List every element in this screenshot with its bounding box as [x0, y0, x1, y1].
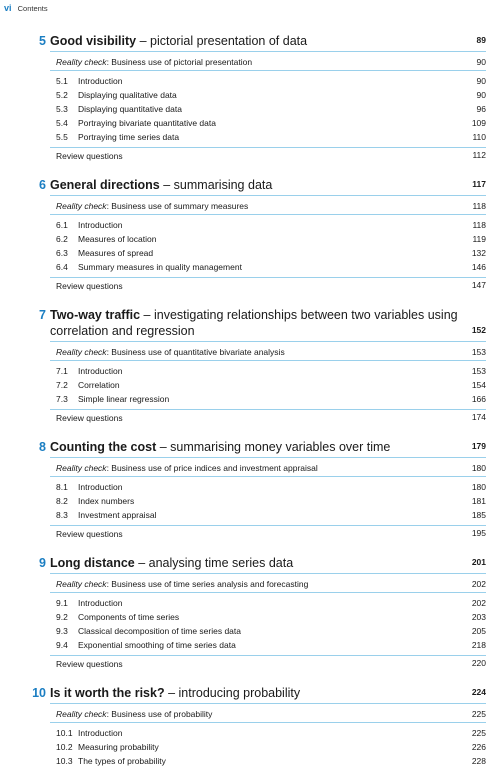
section-title: Introduction — [78, 220, 123, 230]
section-title: Displaying quantitative data — [78, 104, 182, 114]
reality-check-entry[interactable] — [50, 707, 486, 723]
section-entry[interactable] — [50, 726, 486, 740]
chapter-entry — [39, 33, 486, 163]
chapter-subtitle: – analysing time series data — [134, 556, 294, 570]
section-entry[interactable] — [50, 638, 486, 652]
section-page: 205 — [471, 626, 486, 636]
section-page: 110 — [472, 132, 486, 142]
chapter-title: Two-way traffic — [50, 308, 141, 322]
chapter-subtitle: – summarising money variables over time — [156, 440, 391, 454]
chapter-page: 201 — [471, 557, 486, 567]
section-entry[interactable] — [50, 494, 486, 508]
section-number: 6.4 — [56, 262, 68, 272]
section-entry[interactable] — [50, 116, 486, 130]
section-title: Correlation — [78, 380, 120, 390]
chapter-heading[interactable] — [50, 33, 486, 52]
review-label: Review questions — [56, 529, 123, 539]
section-number: 7.3 — [56, 394, 68, 404]
section-number: 9.2 — [56, 612, 68, 622]
chapter-entry — [39, 439, 486, 541]
chapter-page: 89 — [476, 35, 486, 45]
section-title: Summary measures in quality management — [78, 262, 242, 272]
section-title: Portraying bivariate quantitative data — [78, 118, 216, 128]
reality-check-entry[interactable] — [50, 461, 486, 477]
section-entry[interactable] — [50, 378, 486, 392]
section-entry[interactable] — [50, 130, 486, 144]
section-number: 7.1 — [56, 366, 68, 376]
section-entry[interactable] — [50, 218, 486, 232]
reality-check-label: Reality check — [56, 57, 107, 67]
section-entry[interactable] — [50, 102, 486, 116]
reality-check-text: : Business use of pictorial presentation — [106, 57, 253, 67]
reality-check-label: Reality check — [56, 201, 107, 211]
section-title: The types of probability — [78, 756, 166, 766]
section-page: 153 — [471, 366, 486, 376]
section-page: 180 — [471, 482, 486, 492]
section-name: Contents — [17, 4, 48, 13]
chapter-heading[interactable] — [50, 685, 486, 704]
section-title: Index numbers — [78, 496, 135, 506]
table-of-contents — [32, 33, 486, 782]
section-title: Introduction — [78, 598, 123, 608]
reality-check-page: 225 — [471, 709, 486, 719]
section-number: 5.5 — [56, 132, 68, 142]
section-page: 166 — [471, 394, 486, 404]
section-page: 203 — [471, 612, 486, 622]
section-entry[interactable] — [50, 480, 486, 494]
chapter-subtitle: – pictorial presentation of data — [136, 34, 308, 48]
page-number-label: vi — [4, 3, 12, 13]
chapter-title: Long distance — [50, 556, 135, 570]
section-title: Exponential smoothing of time series data — [78, 640, 236, 650]
chapter-heading[interactable] — [50, 177, 486, 196]
chapter-number: 9 — [39, 556, 46, 570]
section-entry[interactable] — [50, 508, 486, 522]
chapter-entry — [32, 685, 486, 768]
section-page: 90 — [476, 76, 486, 86]
section-number: 10.1 — [56, 728, 73, 738]
section-page: 181 — [471, 496, 486, 506]
section-page: 185 — [471, 510, 486, 520]
section-title: Measuring probability — [78, 742, 159, 752]
section-number: 9.1 — [56, 598, 68, 608]
section-page: 109 — [471, 118, 486, 128]
review-questions-entry[interactable] — [50, 525, 486, 541]
review-questions-entry[interactable] — [50, 277, 486, 293]
reality-check-label: Reality check — [56, 463, 107, 473]
section-page: 90 — [476, 90, 486, 100]
chapter-number: 5 — [39, 34, 46, 48]
review-page: 147 — [471, 280, 486, 290]
review-page: 195 — [471, 528, 486, 538]
section-page: 226 — [471, 742, 486, 752]
section-number: 6.1 — [56, 220, 68, 230]
section-entry[interactable] — [50, 754, 486, 768]
section-number: 8.2 — [56, 496, 68, 506]
section-page: 228 — [471, 756, 486, 766]
review-questions-entry[interactable] — [50, 655, 486, 671]
reality-check-text: : Business use of quantitative bivariate analysis — [106, 347, 285, 357]
review-page: 112 — [472, 150, 486, 160]
reality-check-text: : Business use of time series analysis and forecasting — [106, 579, 309, 589]
review-label: Review questions — [56, 413, 123, 423]
reality-check-text: : Business use of probability — [106, 709, 213, 719]
section-entry[interactable] — [50, 392, 486, 406]
review-page: 174 — [471, 412, 486, 422]
section-page: 118 — [472, 220, 486, 230]
section-page: 225 — [471, 728, 486, 738]
chapter-subtitle: – summarising data — [159, 178, 273, 192]
section-number: 9.3 — [56, 626, 68, 636]
section-page: 119 — [472, 234, 486, 244]
chapter-page: 179 — [471, 441, 486, 451]
reality-check-label: Reality check — [56, 347, 107, 357]
section-number: 6.2 — [56, 234, 68, 244]
reality-check-entry[interactable] — [50, 199, 486, 215]
section-number: 7.2 — [56, 380, 68, 390]
chapter-page: 152 — [471, 325, 486, 335]
section-entry[interactable] — [50, 260, 486, 274]
section-title: Investment appraisal — [78, 510, 157, 520]
reality-check-entry[interactable] — [50, 577, 486, 593]
section-number: 5.2 — [56, 90, 68, 100]
section-title: Components of time series — [78, 612, 180, 622]
section-title: Simple linear regression — [78, 394, 170, 404]
chapter-title: General directions — [50, 178, 160, 192]
section-page: 132 — [471, 248, 486, 258]
reality-check-page: 202 — [471, 579, 486, 589]
section-entry[interactable] — [50, 74, 486, 88]
section-number: 10.3 — [56, 756, 73, 766]
review-page: 220 — [471, 658, 486, 668]
reality-check-page: 180 — [471, 463, 486, 473]
reality-check-label: Reality check — [56, 579, 107, 589]
section-number: 9.4 — [56, 640, 68, 650]
section-number: 10.2 — [56, 742, 73, 752]
reality-check-text: : Business use of price indices and investment appraisal — [106, 463, 318, 473]
section-page: 154 — [471, 380, 486, 390]
section-number: 6.3 — [56, 248, 68, 258]
review-questions-entry[interactable] — [50, 409, 486, 425]
review-questions-entry[interactable] — [50, 147, 486, 163]
reality-check-entry[interactable] — [50, 55, 486, 71]
chapter-heading[interactable] — [50, 307, 486, 342]
chapter-heading[interactable] — [50, 555, 486, 574]
section-number: 5.1 — [56, 76, 68, 86]
reality-check-page: 90 — [476, 57, 486, 67]
review-label: Review questions — [56, 281, 123, 291]
section-entry[interactable] — [50, 232, 486, 246]
section-number: 5.4 — [56, 118, 68, 128]
reality-check-text: : Business use of summary measures — [106, 201, 249, 211]
section-title: Introduction — [78, 76, 123, 86]
chapter-number: 7 — [39, 308, 46, 322]
section-entry[interactable] — [50, 610, 486, 624]
section-title: Measures of spread — [78, 248, 154, 258]
section-page: 202 — [471, 598, 486, 608]
chapter-entry — [39, 177, 486, 293]
page-header — [4, 3, 48, 13]
chapter-page: 224 — [471, 687, 486, 697]
reality-check-entry[interactable] — [50, 345, 486, 361]
chapter-subtitle: – introducing probability — [164, 686, 301, 700]
section-number: 5.3 — [56, 104, 68, 114]
section-page: 218 — [471, 640, 486, 650]
section-entry[interactable] — [50, 596, 486, 610]
chapter-title: Is it worth the risk? — [50, 686, 165, 700]
section-number: 8.1 — [56, 482, 68, 492]
section-entry[interactable] — [50, 88, 486, 102]
section-title: Measures of location — [78, 234, 157, 244]
reality-check-label: Reality check — [56, 709, 107, 719]
chapter-number: 10 — [32, 686, 46, 700]
section-title: Portraying time series data — [78, 132, 180, 142]
chapter-number: 6 — [39, 178, 46, 192]
review-label: Review questions — [56, 151, 123, 161]
review-label: Review questions — [56, 659, 123, 669]
section-title: Classical decomposition of time series data — [78, 626, 241, 636]
section-entry[interactable] — [50, 246, 486, 260]
chapter-entry — [39, 555, 486, 671]
section-entry[interactable] — [50, 624, 486, 638]
chapter-page: 117 — [472, 179, 486, 189]
chapter-number: 8 — [39, 440, 46, 454]
section-page: 146 — [471, 262, 486, 272]
chapter-title: Good visibility — [50, 34, 137, 48]
section-page: 96 — [476, 104, 486, 114]
reality-check-page: 153 — [471, 347, 486, 357]
chapter-title: Counting the cost — [50, 440, 157, 454]
section-number: 8.3 — [56, 510, 68, 520]
section-title: Introduction — [78, 728, 123, 738]
section-title: Displaying qualitative data — [78, 90, 177, 100]
chapter-entry — [39, 307, 486, 425]
reality-check-page: 118 — [472, 201, 486, 211]
section-entry[interactable] — [50, 740, 486, 754]
section-title: Introduction — [78, 366, 123, 376]
section-entry[interactable] — [50, 364, 486, 378]
section-title: Introduction — [78, 482, 123, 492]
chapter-heading[interactable] — [50, 439, 486, 458]
chapter-subtitle: – investigating relationships between two variables using correlation and regression — [50, 308, 458, 338]
